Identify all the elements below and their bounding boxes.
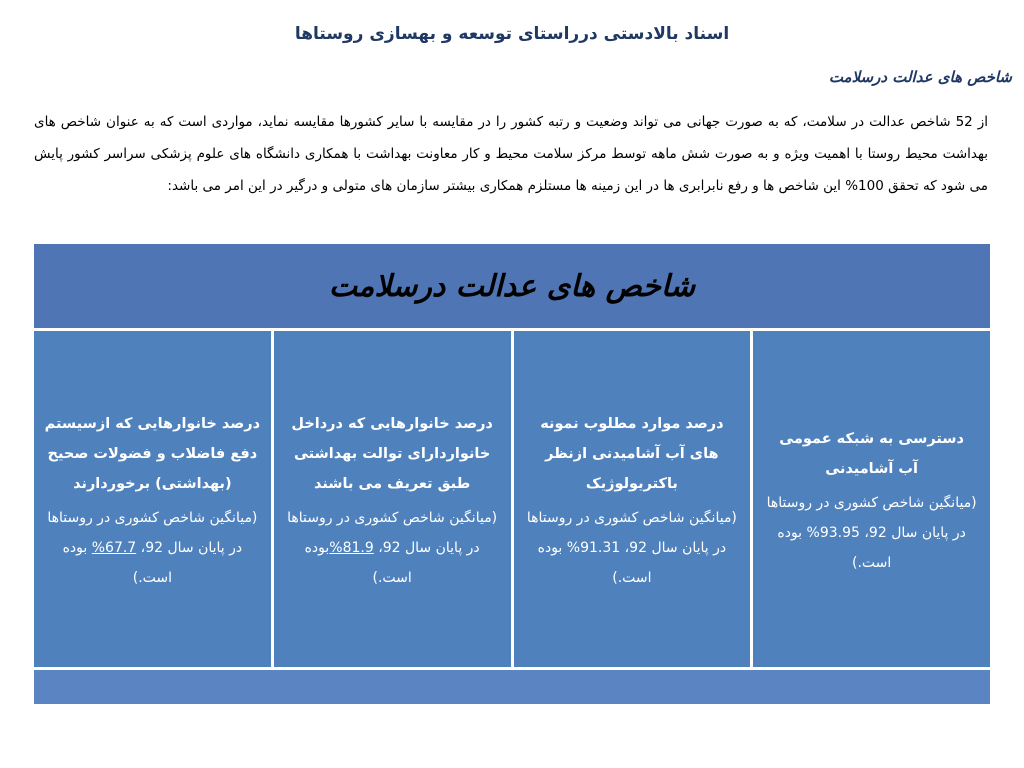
indicator-cell-sewage-disposal	[34, 331, 271, 670]
indicator-value: 91.31%	[566, 539, 621, 556]
indicator-note	[524, 503, 741, 593]
indicator-title-line: درصد خانوارهایی که ازسیستم دفع فاضلاب و فضولات صحیح (بهداشتی) برخوردارند	[44, 415, 261, 492]
table-footer	[34, 667, 990, 704]
indicator-note	[284, 503, 501, 593]
indicator-title	[779, 424, 964, 484]
indicator-note-text: بوده است.)	[777, 524, 892, 571]
section-heading: شاخص های عدالت درسلامت	[828, 68, 1012, 86]
indicator-value: 81.9%	[329, 539, 374, 556]
indicator-note-text: بوده است.)	[62, 539, 173, 586]
indicator-note	[763, 488, 980, 578]
indicator-note	[44, 503, 261, 593]
indicator-note-text: (میانگین شاخص کشوری در روستاها در پایان سال 92،	[47, 509, 258, 556]
document-title: اسناد بالادستی درراستای توسعه و بهسازی روستاها	[294, 24, 730, 44]
indicator-cell-water-bacteriological	[511, 331, 751, 670]
indicator-title-line: درصد موارد مطلوب نمونه های آب آشامیدنی ازنظر	[540, 415, 724, 462]
indicator-title-line: باکتریولوژیک	[585, 475, 678, 492]
indicator-title-line: درصد خانوارهایی که درداخل خانواردارای توالت بهداشتی طبق تعریف می باشند	[291, 415, 493, 492]
indicator-value: 67.7%	[91, 539, 137, 556]
indicators-table	[34, 244, 990, 704]
indicator-title-line: آب آشامیدنی	[825, 460, 918, 477]
table-header	[34, 244, 990, 331]
indicator-note-text: (میانگین شاخص کشوری در روستاها در پایان سال 92،	[287, 509, 498, 556]
table-columns	[34, 331, 990, 670]
indicator-title-line: دسترسی به شبکه عمومی	[779, 430, 964, 447]
table-header-title: شاخص های عدالت درسلامت	[328, 268, 696, 304]
indicator-cell-sanitary-toilet	[271, 331, 511, 670]
indicator-note-text: (میانگین شاخص کشوری در روستاها در پایان سال 92،	[766, 494, 977, 541]
indicator-note-text: بوده است.)	[537, 539, 652, 586]
intro-paragraph: از 52 شاخص عدالت در سلامت، که به صورت جهانی می تواند وضعیت و رتبه کشور را در مقایسه با سایر کشورها مقایسه نماید، مواردی است که به عنوان شاخص های بهداشت محیط روستا با اهمیت ویژه و به صورت شش ماهه توسط مرکز سلامت محیط و کار معاونت بهداشت با همکاری دانشگاه های علوم پزشکی سراسر کشور پایش می شود که تحقق 100% این شاخص ها و رفع نابرابری ها در این زمینه ها مستلزم همکاری بیشتر سازمان های متولی و درگیر در این امر می باشد:	[34, 114, 989, 194]
indicator-title	[284, 409, 501, 499]
indicator-value: 93.95%	[806, 524, 860, 541]
indicator-cell-water-network-access	[750, 331, 990, 670]
indicator-note-text: (میانگین شاخص کشوری در روستاها در پایان سال 92،	[526, 509, 737, 556]
indicator-note-text: بوده است.)	[304, 539, 412, 586]
indicator-title	[44, 409, 261, 499]
indicator-title	[524, 409, 741, 499]
